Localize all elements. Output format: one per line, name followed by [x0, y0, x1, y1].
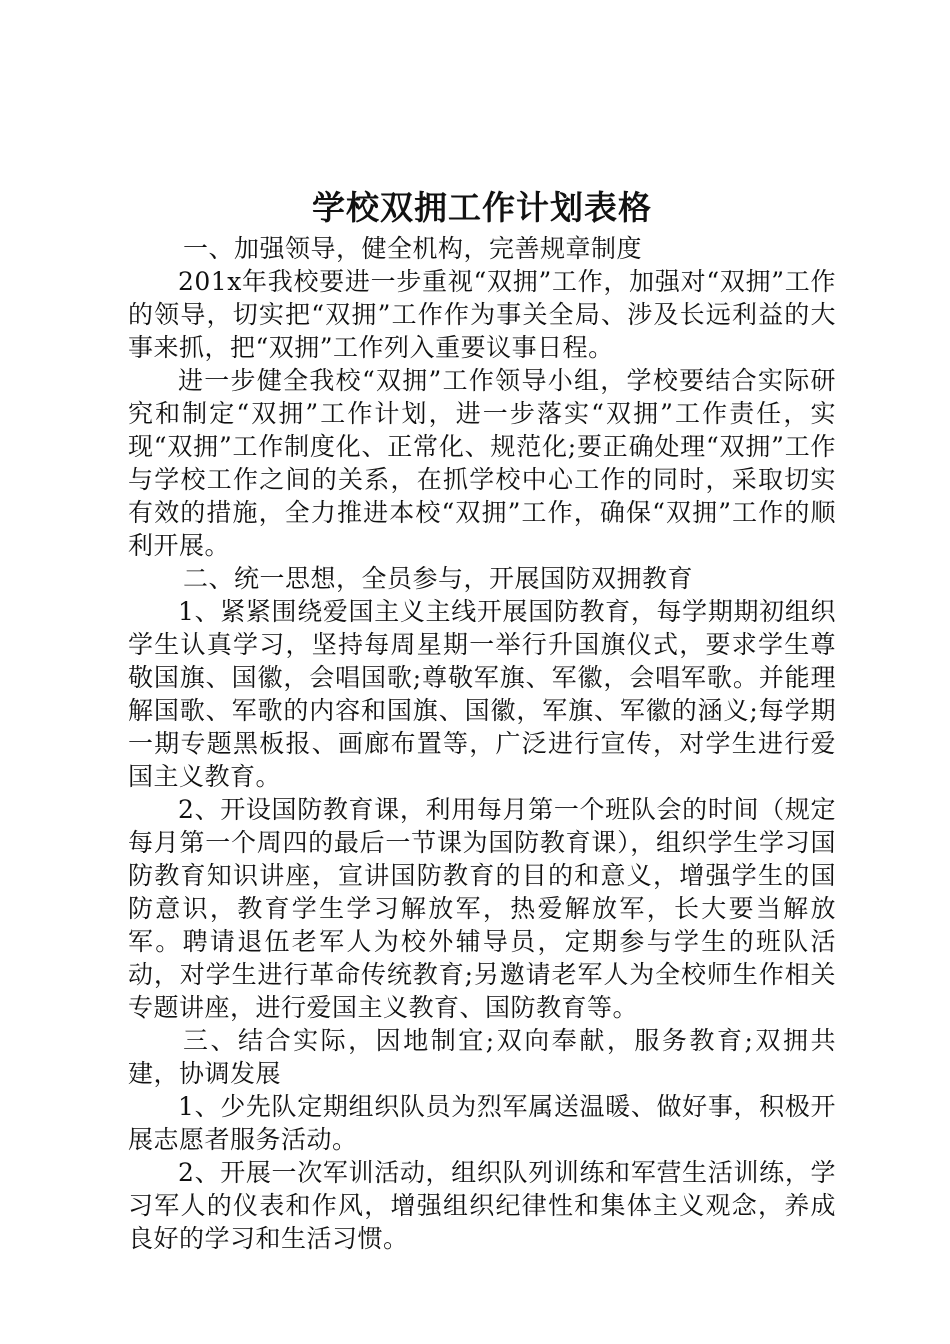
paragraph: 2、开设国防教育课，利用每月第一个班队会的时间（规定每月第一个周四的最后一节课为国防教育课），组织学生学习国防教育知识讲座，宣讲国防教育的目的和意义，增强学生的国防意识，教育学生学习解放军，热爱解放军，长大要当解放军。聘请退伍老军人为校外辅导员，定期参与学生的班队活动，对学生进行革命传统教育;另邀请老军人为全校师生作相关专题讲座，进行爱国主义教育、国防教育等。 — [128, 795, 836, 1022]
paragraph: 1、少先队定期组织队员为烈军属送温暖、做好事，积极开展志愿者服务活动。 — [128, 1092, 836, 1154]
section-heading-2: 二、统一思想，全员参与，开展国防双拥教育 — [183, 564, 694, 593]
paragraph: 进一步健全我校“双拥”工作领导小组，学校要结合实际研究和制定“双拥”工作计划，进一步落实“双拥”工作责任，实现“双拥”工作制度化、正常化、规范化;要正确处理“双拥”工作与学校工作之间的关系，在抓学校中心工作的同时，采取切实有效的措施，全力推进本校“双拥”工作，确保“双拥”工作的顺利开展。 — [128, 366, 836, 560]
paragraph: 201x年我校要进一步重视“双拥”工作，加强对“双拥”工作的领导，切实把“双拥”工作作为事关全局、涉及长远利益的大事来抓，把“双拥”工作列入重要议事日程。 — [128, 267, 836, 362]
paragraph: 1、紧紧围绕爱国主义主线开展国防教育，每学期期初组织学生认真学习，坚持每周星期一举行升国旗仪式，要求学生尊敬国旗、国徽，会唱国歌;尊敬军旗、军徽，会唱军歌。并能理解国歌、军歌的内容和国旗、国徽，军旗、军徽的涵义;每学期一期专题黑板报、画廊布置等，广泛进行宣传，对学生进行爱国主义教育。 — [128, 597, 836, 791]
section-heading-1: 一、加强领导，健全机构，完善规章制度 — [183, 234, 643, 263]
document-body — [128, 184, 836, 1255]
paragraph: 2、开展一次军训活动，组织队列训练和军营生活训练，学习军人的仪表和作风，增强组织纪律性和集体主义观念，养成良好的学习和生活习惯。 — [128, 1158, 836, 1253]
section-heading-3: 三、结合实际，因地制宜;双向奉献，服务教育;双拥共建，协调发展 — [128, 1026, 836, 1088]
document-title: 学校双拥工作计划表格 — [312, 188, 652, 227]
